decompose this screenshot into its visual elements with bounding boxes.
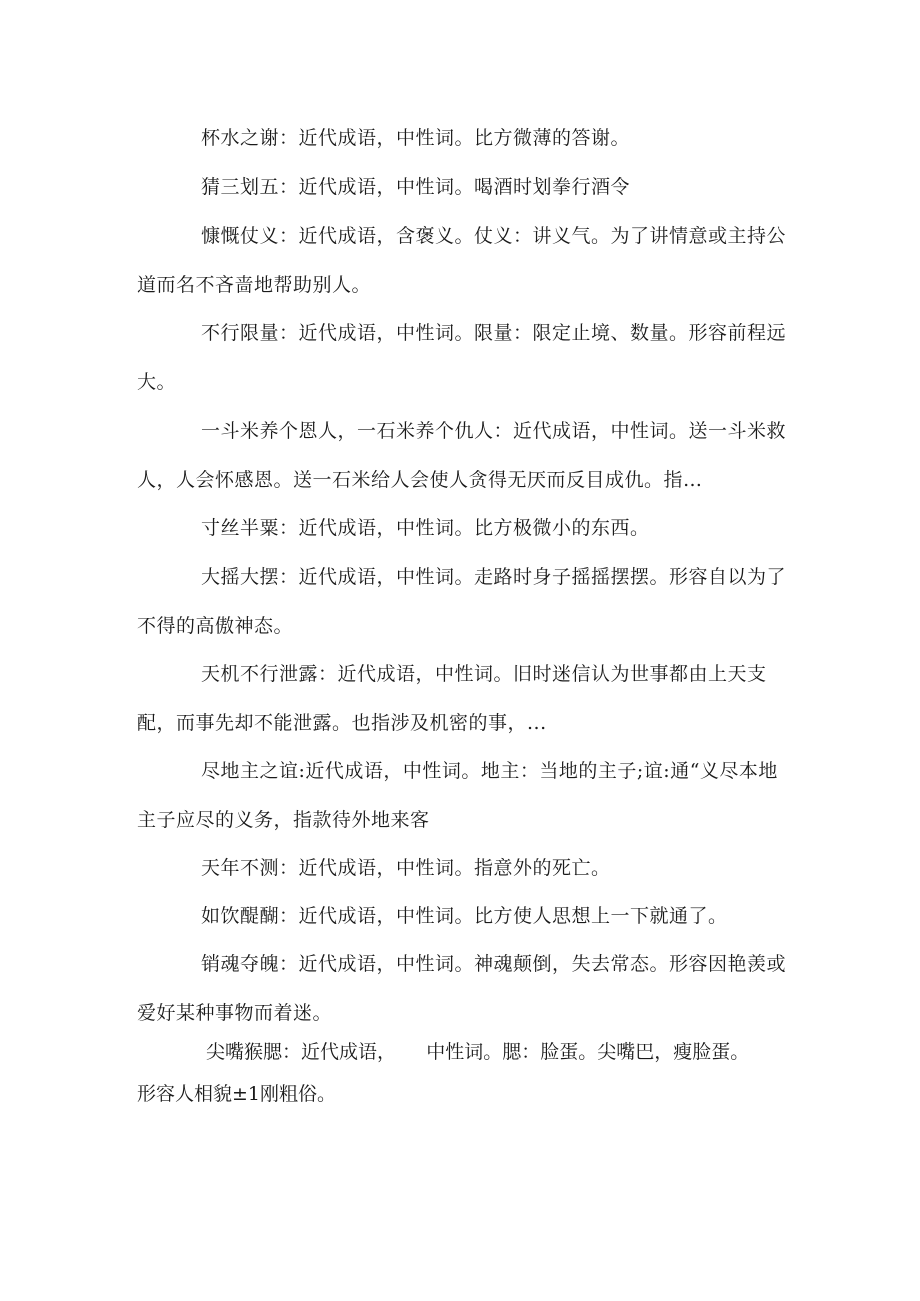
idiom-entry: 杯水之谢：近代成语，中性词。比方微薄的答谢。	[201, 127, 631, 149]
idiom-entry: 如饮醍醐：近代成语，中性词。比方使人思想上一下就通了。	[201, 905, 728, 927]
idiom-entry: 天年不测：近代成语，中性词。指意外的死亡。	[201, 857, 611, 879]
idiom-entry: 天机不行泄露：近代成语，中性词。旧时迷信认为世事都由上天支配，而事先却不能泄露。也指涉及机密的事，...	[137, 663, 767, 734]
last-entry-line1: 尖嘴猴腮：近代成语， 中性词。腮：脸蛋。尖嘴巴，瘦脸蛋。	[206, 1041, 750, 1063]
idiom-entry: 销魂夺魄：近代成语，中性词。神魂颠倒，失去常态。形容因艳羡或爱好某种事物而着迷。	[137, 953, 787, 1024]
last-entry-line2: 形容人相貌±1刚粗俗。	[137, 1083, 337, 1105]
idiom-entry: 猜三划五：近代成语，中性词。喝酒时划拳行酒令	[201, 176, 631, 198]
idiom-entry-last	[137, 1031, 817, 1115]
idiom-entry: 一斗米养个恩人，一石米养个仇人：近代成语，中性词。送一斗米救人，人会怀感恩。送一石米给人会使人贪得无厌而反目成仇。指…	[137, 420, 787, 491]
idiom-entry: 不行限量：近代成语，中性词。限量：限定止境、数量。形容前程远大。	[137, 322, 787, 393]
idiom-entry: 慷慨仗义：近代成语，含褒义。仗义：讲义气。为了讲情意或主持公道而名不吝啬地帮助别人。	[137, 225, 787, 296]
idiom-entry: 寸丝半粟：近代成语，中性词。比方极微小的东西。	[201, 517, 650, 539]
idiom-entry: 尽地主之谊:近代成语，中性词。地主：当地的主子;谊:通“义尽本地主子应尽的义务，指款待外地来客	[137, 760, 778, 831]
idiom-entry: 大摇大摆：近代成语，中性词。走路时身子摇摇摆摆。形容自以为了不得的高傲神态。	[137, 566, 787, 637]
